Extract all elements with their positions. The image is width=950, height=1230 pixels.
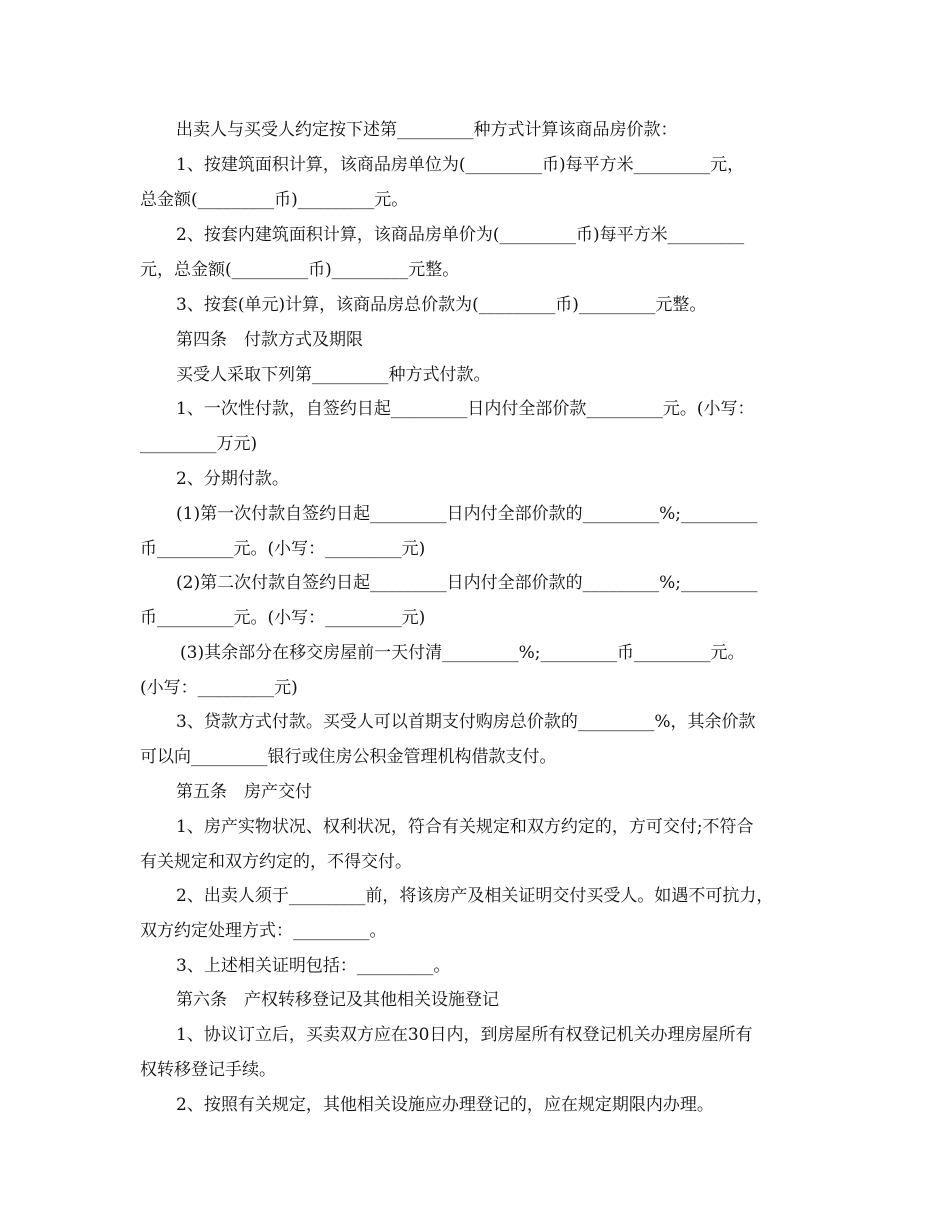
text-line-15: 币_________元。(小写：_________元) [140,608,426,628]
text-line-10: _________万元) [140,434,258,454]
text-line-9: 1、一次性付款，自签约日起_________日内付全部价款_________元。(小写： [176,399,755,419]
text-line-4: 2、按套内建筑面积计算，该商品房单价为(_________币)每平方米_________ [176,225,745,245]
text-line-19: 可以向_________银行或住房公积金管理机构借款支付。 [140,747,557,767]
text-line-14: (2)第二次付款自签约日起_________日内付全部价款的_________%;_________ [176,573,758,593]
text-line-25: 3、上述相关证明包括：_________。 [176,956,451,976]
text-line-22: 有关规定和双方约定的，不得交付。 [140,852,412,872]
text-line-18: 3、贷款方式付款。买受人可以首期支付购房总价款的_________%，其余价款 [176,712,756,732]
section-heading-6: 第六条 产权转移登记及其他相关设施登记 [176,990,499,1010]
text-line-23: 2、出卖人须于_________前，将该房产及相关证明交付买受人。如遇不可抗力， [176,886,774,906]
text-line-8: 买受人采取下列第_________种方式付款。 [176,365,491,385]
text-line-24: 双方约定处理方式：_________。 [140,921,387,941]
text-line-11: 2、分期付款。 [176,469,289,489]
text-line-1: 出卖人与买受人约定按下述第_________种方式计算该商品房价款： [176,120,678,140]
section-heading-5: 第五条 房产交付 [176,782,312,802]
text-line-2: 1、按建筑面积计算，该商品房单位为(_________币)每平方米_________元， [176,155,745,175]
text-line-28: 权转移登记手续。 [140,1060,276,1080]
text-line-17: (小写：_________元) [140,678,298,698]
text-line-13: 币_________元。(小写：_________元) [140,539,426,559]
text-line-16: (3)其余部分在移交房屋前一天付清_________%;_________币_________元。 [180,643,745,663]
text-line-12: (1)第一次付款自签约日起_________日内付全部价款的_________%;_________ [176,504,758,524]
text-line-3: 总金额(_________币)_________元。 [140,190,409,210]
text-line-5: 元，总金额(_________币)_________元整。 [140,260,460,280]
text-line-21: 1、房产实物状况、权利状况，符合有关规定和双方约定的，方可交付;不符合 [176,817,754,837]
text-line-6: 3、按套(单元)计算，该商品房总价款为(_________币)_________元整。 [176,295,707,315]
section-heading-4: 第四条 付款方式及期限 [176,330,363,350]
text-line-27: 1、协议订立后，买卖双方应在30日内，到房屋所有权登记机关办理房屋所有 [176,1025,753,1045]
text-line-29: 2、按照有关规定，其他相关设施应办理登记的，应在规定期限内办理。 [176,1095,714,1115]
